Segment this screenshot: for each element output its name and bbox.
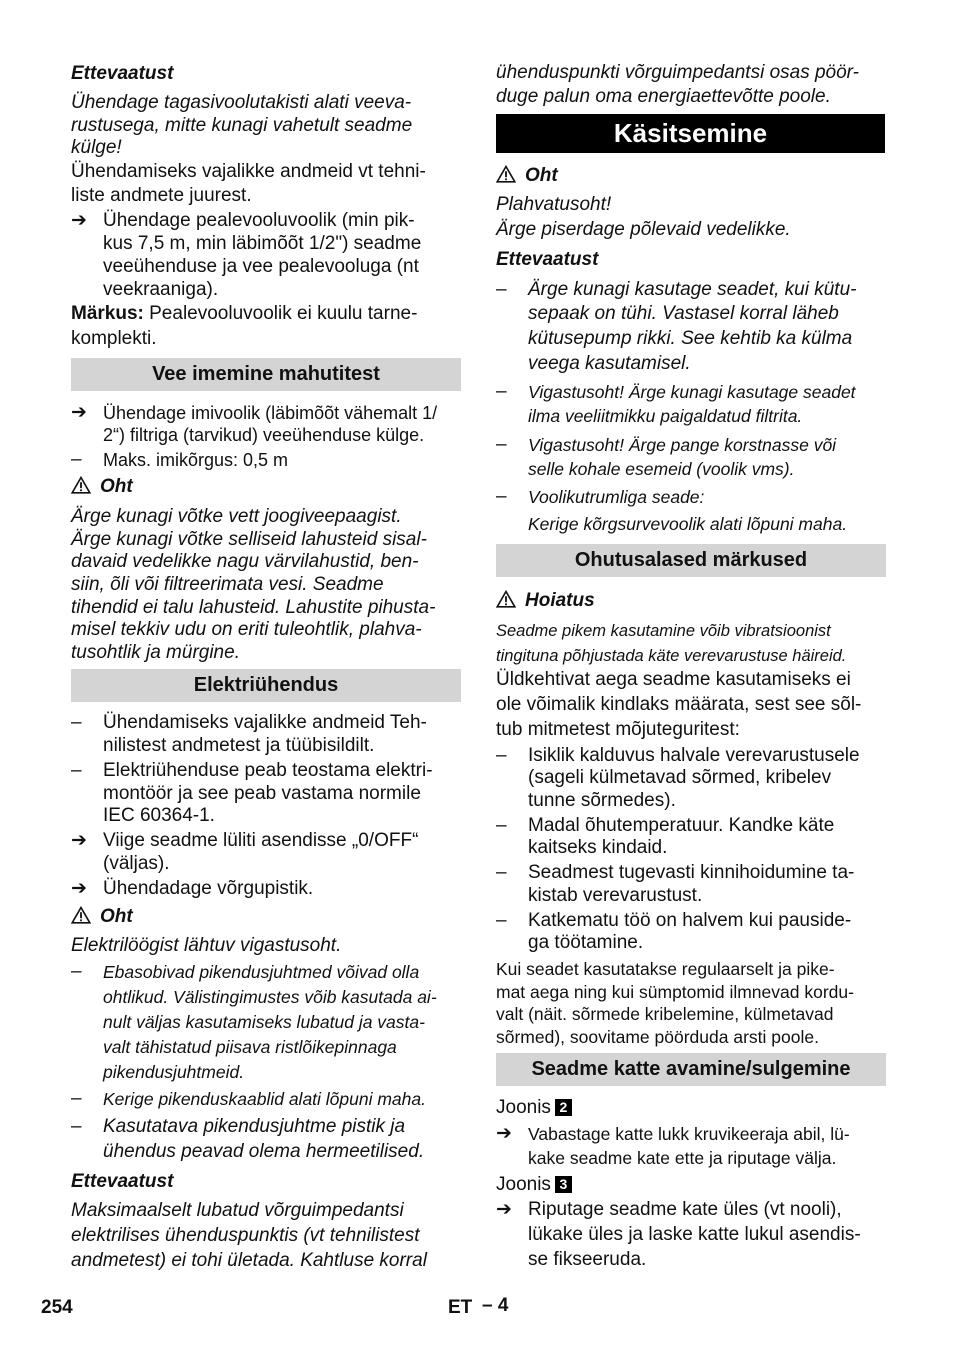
- list-item: Madal õhutemperatuur. Kandke käte: [528, 815, 835, 836]
- danger-list-item: ühendus peavad olema hermeetilised.: [103, 1141, 425, 1162]
- warning-triangle-icon: [496, 590, 516, 615]
- body-text: Üldkehtivat aega seadme kasutamiseks ei: [496, 669, 851, 690]
- caution-text: külge!: [71, 137, 122, 158]
- body-text: ole võimalik kindlaks määrata, sest see sõl-: [496, 694, 862, 715]
- body-text: valt (näit. sõrmede kribelemine, külmetavad: [496, 1004, 834, 1024]
- body-text: sõrmed), soovitame pöörduda arsti poole.: [496, 1027, 819, 1047]
- danger-list-item: pikendusjuhtmeid.: [103, 1062, 245, 1082]
- warning-triangle-icon: [71, 906, 91, 931]
- section-heading: Elektriühendus: [71, 669, 461, 702]
- caution-text: andmetest) ei tohi ületada. Kahtluse korral: [71, 1250, 427, 1271]
- step-text: Ühendage pealevooluvoolik (min pik-: [103, 210, 415, 231]
- caution-heading: Ettevaatust: [71, 63, 174, 84]
- step-text: (väljas).: [103, 853, 170, 874]
- page-number: 254: [41, 1297, 73, 1318]
- warning-triangle-icon: [71, 476, 91, 501]
- caution-list-item: sepaak on tühi. Vastasel korral läheb: [528, 303, 839, 324]
- caution-list-item: veega kasutamisel.: [528, 353, 691, 374]
- caution-heading: Ettevaatust: [496, 249, 599, 270]
- caution-list-item: Kerige kõrgsurvevoolik alati lõpuni maha.: [528, 514, 848, 534]
- caution-list-item: Voolikutrumliga seade:: [528, 487, 705, 507]
- caution-list-item: Ärge kunagi kasutage seadet, kui kütu-: [528, 279, 857, 300]
- list-item: IEC 60364-1.: [103, 805, 215, 826]
- dash-bullet: –: [71, 1088, 82, 1109]
- step-text: veeühenduse ja vee pealevooluga (nt: [103, 256, 419, 277]
- warning-triangle-icon: [496, 165, 516, 190]
- figure-number-badge: 2: [555, 1099, 572, 1116]
- dash-bullet: –: [71, 449, 82, 470]
- arrow-icon: ➔: [71, 210, 87, 231]
- dash-bullet: –: [496, 279, 507, 300]
- danger-list-item: ohtlikud. Välistingimustes võib kasutada ai-: [103, 987, 437, 1007]
- section-heading: Vee imemine mahutitest: [71, 358, 461, 391]
- dash-bullet: –: [496, 862, 507, 883]
- step-text: kake seadme kate ette ja riputage välja.: [528, 1148, 837, 1168]
- dash-bullet: –: [496, 381, 507, 402]
- list-item: montöör ja see peab vastama normile: [103, 783, 421, 804]
- caution-text: ühenduspunkti võrguimpedantsi osas pöör-: [496, 62, 859, 83]
- footer-language: ET: [448, 1297, 473, 1318]
- caution-list-item: Vigastusoht! Ärge kunagi kasutage seadet: [528, 382, 856, 402]
- list-item: ga töötamine.: [528, 932, 644, 953]
- figure-label: Joonis: [496, 1174, 551, 1195]
- arrow-icon: ➔: [71, 878, 87, 899]
- danger-label: Oht: [525, 165, 558, 186]
- step-text: se fikseeruda.: [528, 1249, 647, 1270]
- list-item: kistab verevarustust.: [528, 885, 703, 906]
- dash-bullet: –: [71, 1116, 82, 1137]
- danger-text: Ärge kunagi võtke selliseid lahusteid sisal-: [71, 529, 427, 550]
- danger-text: tusohtlik ja mürgine.: [71, 642, 240, 663]
- danger-text: Ärge kunagi võtke vett joogiveepaagist.: [71, 506, 402, 527]
- section-heading: Seadme katte avamine/sulgemine: [496, 1053, 886, 1086]
- warning-text: tingituna põhjustada käte verevarustuse häireid.: [496, 647, 847, 665]
- figure-number-badge: 3: [555, 1176, 572, 1193]
- step-text: Ühendage imivoolik (läbimõõt vähemalt 1/: [103, 403, 438, 423]
- list-item: Maks. imikõrgus: 0,5 m: [103, 450, 289, 470]
- body-text: tub mitmetest mõjuteguritest:: [496, 719, 740, 740]
- list-item: Katkematu töö on halvem kui pauside-: [528, 910, 852, 931]
- section-heading: Ohutusalased märkused: [496, 544, 886, 577]
- danger-list-item: valt tähistatud piisava ristlõikepinnaga: [103, 1037, 397, 1057]
- step-text: Vabastage katte lukk kruvikeeraja abil, lü-: [528, 1124, 850, 1144]
- caution-text: duge palun oma energiaettevõtte poole.: [496, 86, 831, 107]
- note-label: Märkus:: [71, 303, 144, 324]
- danger-list-item: nult väljas kasutamiseks lubatud ja vasta-: [103, 1012, 425, 1032]
- body-text: liste andmete juurest.: [71, 185, 252, 206]
- dash-bullet: –: [496, 910, 507, 931]
- figure-reference: [496, 1174, 572, 1197]
- danger-text: Elektrilöögist lähtuv vigastusoht.: [71, 935, 342, 956]
- caution-text: Ühendage tagasivoolutakisti alati veeva-: [71, 92, 412, 113]
- danger-text: misel tekkiv udu on eriti tuleohtlik, plahva-: [71, 619, 422, 640]
- step-text: 2“) filtriga (tarvikud) veeühenduse külge.: [103, 425, 425, 445]
- danger-text: tihendid ei talu lahusteid. Lahustite pihusta-: [71, 597, 436, 618]
- list-item: Seadmest tugevasti kinnihoidumine ta-: [528, 862, 855, 883]
- step-text: veekraaniga).: [103, 279, 219, 300]
- danger-list-item: Ebasobivad pikendusjuhtmed võivad olla: [103, 962, 420, 982]
- body-text: mat aega ning kui sümptomid ilmnevad kordu-: [496, 982, 854, 1002]
- danger-label: Oht: [100, 476, 133, 497]
- body-text: Ühendamiseks vajalikke andmeid vt tehni-: [71, 161, 426, 182]
- caution-text: rustusega, mitte kunagi vahetult seadme: [71, 115, 413, 136]
- step-text: Viige seadme lüliti asendisse „0/OFF“: [103, 830, 419, 851]
- caution-list-item: kütusepump rikki. See kehtib ka külma: [528, 328, 853, 349]
- caution-text: elektrilises ühenduspunktis (vt tehnilistest: [71, 1225, 420, 1246]
- list-item: nilistest andmetest ja tüübisildilt.: [103, 735, 375, 756]
- caution-list-item: Vigastusoht! Ärge pange korstnasse või: [528, 435, 837, 455]
- danger-list-item: Kasutatava pikendusjuhtme pistik ja: [103, 1116, 406, 1137]
- danger-text: Ärge piserdage põlevaid vedelikke.: [496, 219, 791, 240]
- figure-reference: [496, 1097, 572, 1120]
- danger-heading: [71, 476, 133, 501]
- caution-list-item: ilma veeliitmikku paigaldatud filtrita.: [528, 406, 803, 426]
- figure-label: Joonis: [496, 1097, 551, 1118]
- dash-bullet: –: [496, 815, 507, 836]
- dash-bullet: –: [71, 712, 82, 733]
- danger-heading: [71, 906, 133, 931]
- list-item: Elektriühenduse peab teostama elektri-: [103, 760, 433, 781]
- caution-list-item: selle kohale esemeid (voolik vms).: [528, 459, 795, 479]
- list-item: kaitseks kindaid.: [528, 837, 668, 858]
- warning-text: Seadme pikem kasutamine võib vibratsioonist: [496, 622, 831, 640]
- list-item: tunne sõrmedes).: [528, 790, 676, 811]
- note-text: komplekti.: [71, 328, 157, 349]
- step-text: kus 7,5 m, min läbimõõt 1/2") seadme: [103, 233, 422, 254]
- danger-text: siin, õli või filtreerimata vesi. Seadme: [71, 574, 384, 595]
- footer-section-page: – 4: [482, 1295, 509, 1316]
- step-text: lükake üles ja laske katte lukul asendis-: [528, 1224, 861, 1245]
- list-item: (sageli külmetavad sõrmed, kribelev: [528, 767, 832, 788]
- note-rest: Pealevooluvoolik ei kuulu tarne-: [143, 303, 418, 324]
- arrow-icon: ➔: [496, 1123, 512, 1144]
- dash-bullet: –: [71, 760, 82, 781]
- step-text: Ühendadage võrgupistik.: [103, 878, 314, 899]
- body-text: Kui seadet kasutatakse regulaarselt ja pike-: [496, 959, 835, 979]
- danger-heading: [496, 165, 558, 190]
- list-item: Isiklik kalduvus halvale verevarustusele: [528, 745, 860, 766]
- arrow-icon: ➔: [71, 830, 87, 851]
- dash-bullet: –: [496, 486, 507, 507]
- arrow-icon: ➔: [71, 402, 87, 423]
- dash-bullet: –: [71, 961, 82, 982]
- danger-text: davaid vedelikke nagu värvilahustid, ben-: [71, 551, 419, 572]
- caution-text: Maksimaalselt lubatud võrguimpedantsi: [71, 1200, 404, 1221]
- arrow-icon: ➔: [496, 1199, 512, 1220]
- note-text: [71, 303, 417, 326]
- danger-label: Oht: [100, 906, 133, 927]
- list-item: Ühendamiseks vajalikke andmeid Teh-: [103, 712, 427, 733]
- dash-bullet: –: [496, 745, 507, 766]
- danger-text: Plahvatusoht!: [496, 194, 612, 215]
- step-text: Riputage seadme kate üles (vt nooli),: [528, 1199, 842, 1220]
- caution-heading: Ettevaatust: [71, 1171, 174, 1192]
- danger-list-item: Kerige pikenduskaablid alati lõpuni maha.: [103, 1089, 426, 1109]
- warning-heading: [496, 590, 595, 615]
- warning-label: Hoiatus: [525, 590, 595, 611]
- dash-bullet: –: [496, 434, 507, 455]
- chapter-heading: Käsitsemine: [496, 114, 885, 153]
